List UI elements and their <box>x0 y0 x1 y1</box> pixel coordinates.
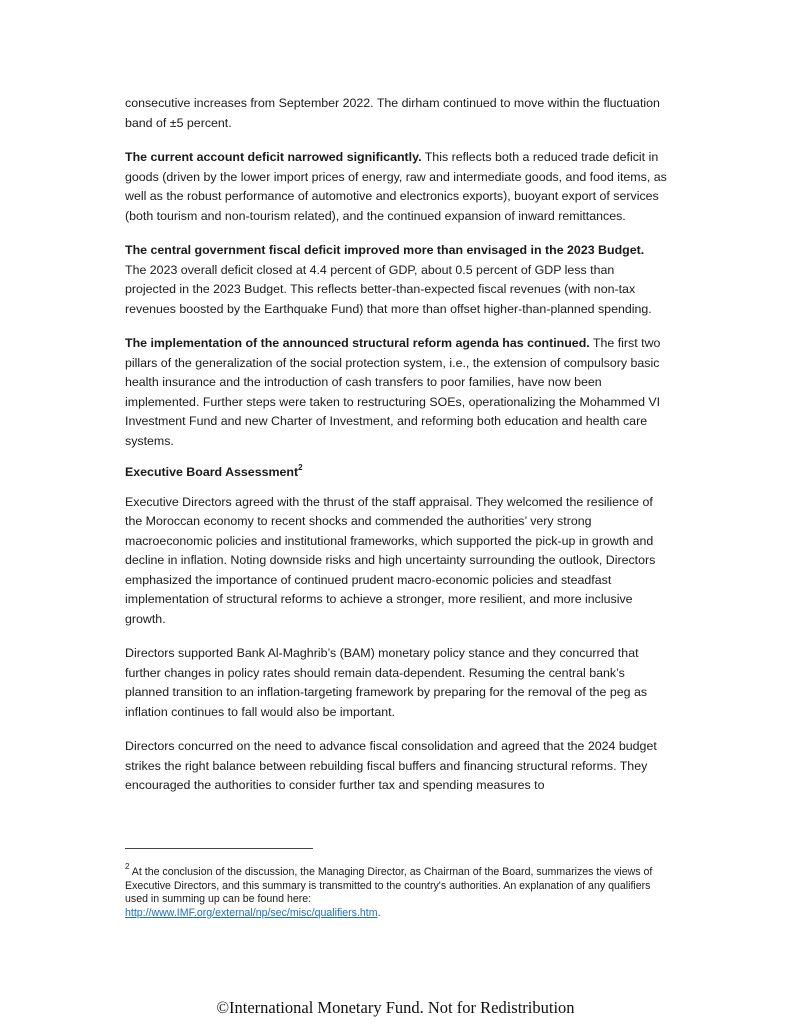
footnote-mark: 2 <box>125 862 130 872</box>
paragraph-lead: The central government fiscal deficit improved more than envisaged in the 2023 Budget. <box>125 243 645 257</box>
copyright-footer: ©International Monetary Fund. Not for Redistribution <box>216 998 575 1017</box>
assessment-paragraph-3: Directors concurred on the need to advance fiscal consolidation and agreed that the 2024 budget strikes the right balance between rebuilding fiscal buffers and financing structural reforms. They encouraged the authorities to consider further tax and spending measures to <box>125 739 657 792</box>
section-heading-text: Executive Board Assessment <box>125 465 299 479</box>
paragraph-structural-reform <box>125 334 667 451</box>
qualifiers-link[interactable]: http://www.IMF.org/external/np/sec/misc/qualifiers.htm <box>125 906 378 919</box>
footnote-text: At the conclusion of the discussion, the Managing Director, as Chairman of the Board, summarizes the views of Executive Directors, and this summary is transmitted to the country's authorities. An explanation of any qualifiers used in summing up can be found here: <box>125 866 653 905</box>
document-body <box>125 94 667 796</box>
paragraph-text: This reflects both a reduced trade deficit in goods (driven by the lower import prices of energy, raw and intermediate goods, and food items, as well as the robust performance of automotive and electronics exports), buoyant export of services (both tourism and non-tourism related), and the continued expansion of inward remittances. <box>125 150 667 223</box>
paragraph-lead: The implementation of the announced structural reform agenda has continued. <box>125 336 590 350</box>
paragraph-current-account <box>125 148 667 226</box>
paragraph-dirham: consecutive increases from September 2022. The dirham continued to move within the fluctuation band of ±5 percent. <box>125 96 660 130</box>
paragraph-text: The 2023 overall deficit closed at 4.4 percent of GDP, about 0.5 percent of GDP less than projected in the 2023 Budget. This reflects better-than-expected fiscal revenues (with non-tax revenues boosted by the Earthquake Fund) that more than offset higher-than-planned spending. <box>125 262 652 316</box>
assessment-paragraph-1: Executive Directors agreed with the thrust of the staff appraisal. They welcomed the resilience of the Moroccan economy to recent shocks and commended the authorities’ very strong macroeconomic policies and institutional frameworks, which supported the pick-up in growth and decline in inflation. Noting downside risks and high uncertainty surrounding the outlook, Directors emphasized the importance of continued prudent macro-economic policies and steadfast implementation of structural reforms to achieve a stronger, more resilient, and more inclusive growth. <box>125 494 656 626</box>
assessment-paragraph-2: Directors supported Bank Al-Maghrib’s (BAM) monetary policy stance and they concurred that further changes in policy rates should remain data-dependent. Resuming the central bank’s planned transition to an inflation-targeting framework by preparing for the removal of the peg as inflation continues to fall would also be important. <box>125 646 648 719</box>
footnote-period: . <box>377 906 381 919</box>
footnote <box>125 862 670 920</box>
paragraph-lead: The current account deficit narrowed significantly. <box>125 150 422 164</box>
footnote-reference[interactable]: 2 <box>298 462 303 472</box>
paragraph-text: The first two pillars of the generalization of the social protection system, i.e., the extension of compulsory basic health insurance and the introduction of cash transfers to poor families, have now been implemented. Further steps were taken to restructuring SOEs, operationalizing the Mohammed VI Investment Fund and new Charter of Investment, and reforming both education and health care systems. <box>125 336 661 448</box>
footnote-divider <box>125 848 313 849</box>
section-heading <box>125 463 667 483</box>
paragraph-fiscal-deficit <box>125 241 667 319</box>
